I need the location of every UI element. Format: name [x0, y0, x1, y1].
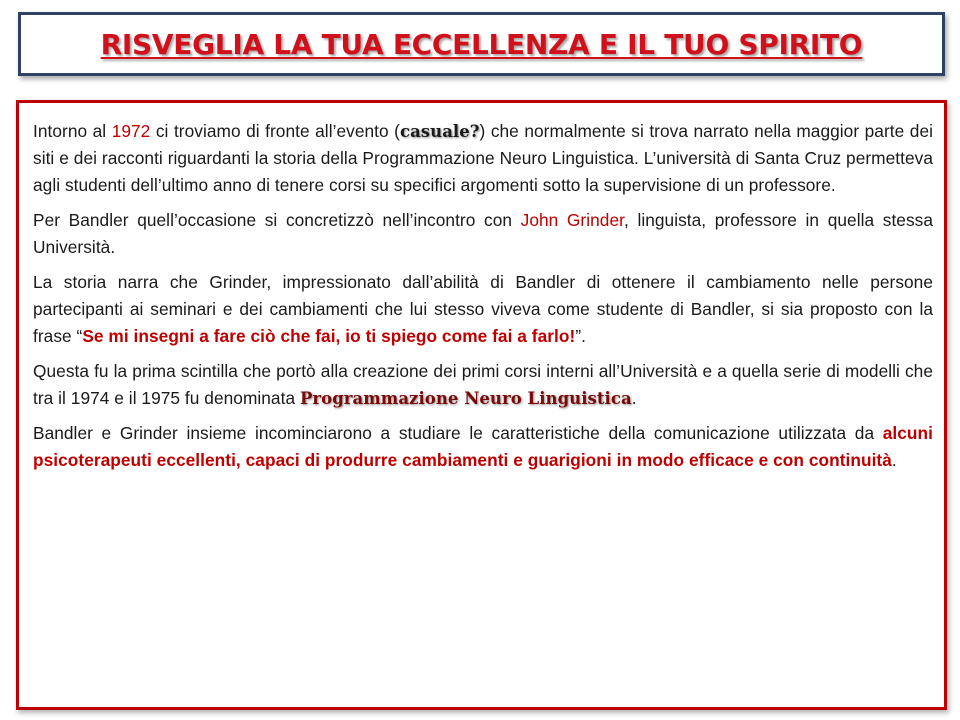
grinder-quote: Se mi insegni a fare ciò che fai, io ti spiego come fai a farlo! [82, 326, 576, 346]
paragraph-3 [33, 269, 933, 350]
p3-text-1: La storia narra che Grinder, impressionato dall’abilità di Bandler di ottenere il cambiamento nelle persone partecipanti ai seminari e dei cambiamenti che lui stesso viveva come studente di Bandler, si sia proposto con la frase “ [33, 272, 933, 346]
p1-text-2: ci troviamo di fronte all’evento ( [150, 121, 400, 141]
p1-text-1: Intorno al [33, 121, 112, 141]
title-box [18, 12, 945, 76]
paragraph-5 [33, 420, 933, 474]
p5-text-2: . [891, 450, 897, 470]
p5-text-1: Bandler e Grinder insieme incominciarono a studiare le caratteristiche della comunicazione utilizzata da [33, 423, 883, 443]
p2-text-2: , linguista, professore in quella stessa Università. [33, 210, 933, 257]
paragraph-2 [33, 207, 933, 261]
p3-text-2: ”. [575, 326, 586, 346]
psicoterapeuti-highlight: alcuni psicoterapeuti eccellenti, capaci di produrre cambiamenti e guarigioni in modo efficace e con continuità [33, 423, 933, 470]
p4-text-2: . [631, 388, 637, 408]
pnl-highlight: Programmazione Neuro Linguistica [299, 389, 632, 408]
casuale-highlight: casuale? [399, 122, 480, 141]
paragraph-4 [33, 358, 933, 412]
content-box [16, 100, 947, 710]
john-grinder-name: John Grinder [520, 210, 624, 230]
slide-title: RISVEGLIA LA TUA ECCELLENZA E IL TUO SPIRITO [100, 27, 863, 61]
p1-text-3: ) che normalmente si trova narrato nella maggior parte dei siti e dei racconti riguardanti la storia della Programmazione Neuro Linguistica. L’università di Santa Cruz permetteva agli studenti dell’ultimo anno di tenere corsi su specifici argomenti sotto la supervisione di un professore. [33, 121, 933, 195]
paragraph-1 [33, 118, 933, 199]
p4-text-1: Questa fu la prima scintilla che portò alla creazione dei primi corsi interni all’Università e a quella serie di modelli che tra il 1974 e il 1975 fu denominata [33, 361, 933, 408]
year-1972: 1972 [111, 121, 151, 141]
p2-text-1: Per Bandler quell’occasione si concretizzò nell’incontro con [33, 210, 521, 230]
